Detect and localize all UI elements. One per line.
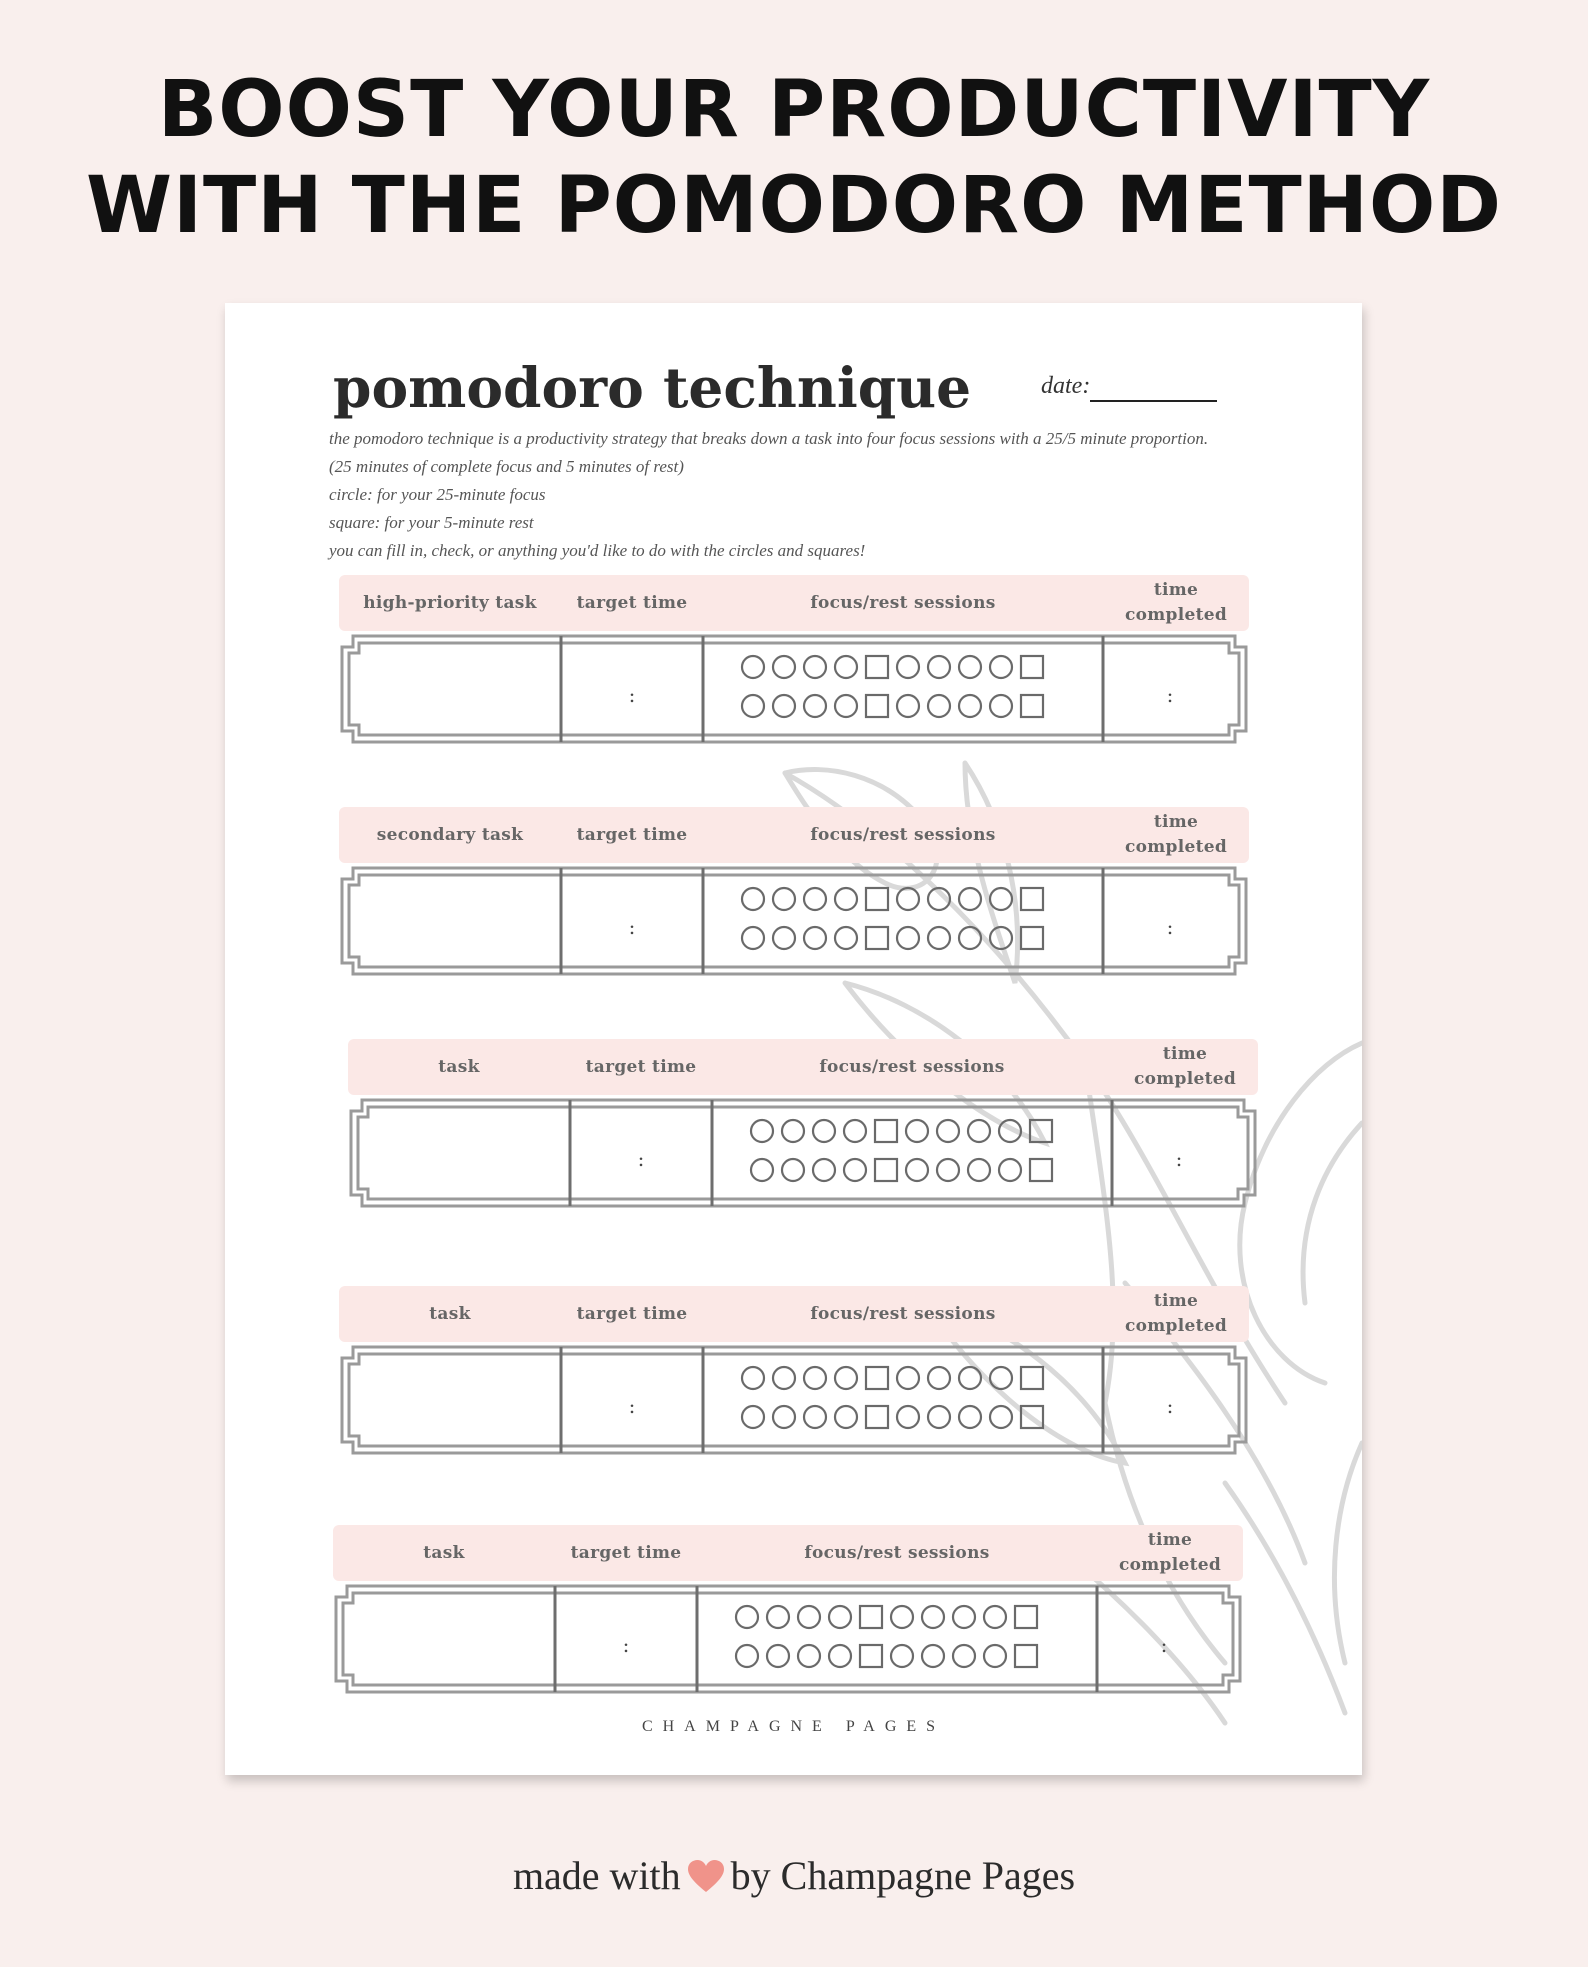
focus-session-circle[interactable]	[835, 1406, 857, 1428]
target-time-label: target time	[576, 592, 688, 613]
focus-session-circle[interactable]	[990, 888, 1012, 910]
task-name-field[interactable]	[359, 643, 557, 735]
focus-session-circle[interactable]	[844, 1159, 866, 1181]
task-block	[339, 807, 1249, 979]
rest-session-square[interactable]	[860, 1606, 882, 1628]
rest-session-square[interactable]	[1030, 1120, 1052, 1142]
task-name-field[interactable]	[359, 875, 557, 967]
focus-session-circle[interactable]	[798, 1606, 820, 1628]
time-completed-label: time completed	[1133, 1044, 1237, 1089]
time-completed-field[interactable]: :	[1175, 1147, 1183, 1171]
focus-session-circle[interactable]	[829, 1606, 851, 1628]
focus-session-circle[interactable]	[835, 1367, 857, 1389]
intro-text	[329, 425, 1208, 565]
rest-session-square[interactable]	[1015, 1645, 1037, 1667]
focus-session-circle[interactable]	[928, 888, 950, 910]
focus-session-circle[interactable]	[742, 1406, 764, 1428]
task-block-header	[339, 1286, 1249, 1342]
heart-icon	[687, 1859, 725, 1893]
focus-session-circle[interactable]	[773, 1406, 795, 1428]
focus-session-circle[interactable]	[891, 1606, 913, 1628]
target-time-field[interactable]: :	[637, 1147, 645, 1171]
focus-session-circle[interactable]	[922, 1645, 944, 1667]
target-time-field[interactable]: :	[622, 1633, 630, 1657]
focus-session-circle[interactable]	[968, 1159, 990, 1181]
focus-session-circle[interactable]	[906, 1159, 928, 1181]
rest-session-square[interactable]	[1021, 927, 1043, 949]
focus-session-circle[interactable]	[897, 888, 919, 910]
focus-session-circle[interactable]	[928, 1367, 950, 1389]
rest-session-square[interactable]	[1021, 1406, 1043, 1428]
target-time-field[interactable]: :	[628, 915, 636, 939]
task-column-label: task	[429, 1303, 471, 1324]
focus-session-circle[interactable]	[829, 1645, 851, 1667]
focus-session-circle[interactable]	[773, 656, 795, 678]
focus-session-circle[interactable]	[891, 1645, 913, 1667]
focus-session-circle[interactable]	[736, 1606, 758, 1628]
rest-session-square[interactable]	[1030, 1159, 1052, 1181]
intro-line: circle: for your 25-minute focus	[329, 485, 546, 504]
intro-line: you can fill in, check, or anything you'd like to do with the circles and squares!	[329, 541, 866, 560]
headline	[0, 62, 1588, 254]
focus-session-circle[interactable]	[736, 1645, 758, 1667]
focus-session-circle[interactable]	[922, 1606, 944, 1628]
sessions-label: focus/rest sessions	[819, 1056, 1005, 1077]
task-column-label: high-priority task	[363, 592, 537, 613]
time-completed-field[interactable]: :	[1166, 915, 1174, 939]
time-completed-field[interactable]: :	[1166, 683, 1174, 707]
task-block	[339, 1286, 1249, 1458]
time-completed-label: time completed	[1124, 580, 1228, 625]
focus-session-circle[interactable]	[897, 656, 919, 678]
focus-session-circle[interactable]	[928, 656, 950, 678]
focus-session-circle[interactable]	[767, 1645, 789, 1667]
focus-session-circle[interactable]	[968, 1120, 990, 1142]
task-column-label: task	[423, 1542, 465, 1563]
focus-session-circle[interactable]	[773, 1367, 795, 1389]
focus-session-circle[interactable]	[990, 695, 1012, 717]
focus-session-circle[interactable]	[767, 1606, 789, 1628]
focus-session-circle[interactable]	[990, 656, 1012, 678]
rest-session-square[interactable]	[866, 1367, 888, 1389]
focus-session-circle[interactable]	[937, 1159, 959, 1181]
focus-session-circle[interactable]	[928, 695, 950, 717]
focus-session-circle[interactable]	[844, 1120, 866, 1142]
focus-session-circle[interactable]	[813, 1159, 835, 1181]
focus-session-circle[interactable]	[953, 1645, 975, 1667]
focus-session-circle[interactable]	[773, 695, 795, 717]
time-completed-field[interactable]: :	[1166, 1394, 1174, 1418]
focus-session-circle[interactable]	[959, 927, 981, 949]
target-time-label: target time	[576, 824, 688, 845]
intro-line: the pomodoro technique is a productivity strategy that breaks down a task into four focus sessions with a 25/5 minute proportion.	[329, 429, 1209, 448]
focus-session-circle[interactable]	[782, 1120, 804, 1142]
rest-session-square[interactable]	[875, 1159, 897, 1181]
task-block-header	[333, 1525, 1243, 1581]
focus-session-circle[interactable]	[773, 927, 795, 949]
target-time-field[interactable]: :	[628, 683, 636, 707]
focus-session-circle[interactable]	[742, 1367, 764, 1389]
focus-session-circle[interactable]	[804, 1406, 826, 1428]
task-column-label: secondary task	[376, 824, 524, 845]
focus-session-circle[interactable]	[804, 695, 826, 717]
intro-line: square: for your 5-minute rest	[329, 513, 534, 532]
focus-session-circle[interactable]	[984, 1606, 1006, 1628]
focus-session-circle[interactable]	[835, 888, 857, 910]
rest-session-square[interactable]	[866, 1406, 888, 1428]
focus-session-circle[interactable]	[984, 1645, 1006, 1667]
sessions-label: focus/rest sessions	[810, 1303, 996, 1324]
focus-session-circle[interactable]	[897, 695, 919, 717]
date-label: date:	[1041, 373, 1091, 399]
focus-session-circle[interactable]	[742, 695, 764, 717]
focus-session-circle[interactable]	[959, 888, 981, 910]
headline-line-1: BOOST YOUR PRODUCTIVITY	[157, 65, 1431, 155]
focus-session-circle[interactable]	[906, 1120, 928, 1142]
footer	[0, 1852, 1588, 1899]
focus-session-circle[interactable]	[835, 927, 857, 949]
focus-session-circle[interactable]	[798, 1645, 820, 1667]
focus-session-circle[interactable]	[897, 927, 919, 949]
sessions-label: focus/rest sessions	[810, 592, 996, 613]
task-name-field[interactable]	[359, 1354, 557, 1446]
brand-name: CHAMPAGNE PAGES	[641, 1718, 946, 1735]
rest-session-square[interactable]	[866, 927, 888, 949]
focus-session-circle[interactable]	[751, 1120, 773, 1142]
focus-session-circle[interactable]	[804, 1367, 826, 1389]
focus-session-circle[interactable]	[999, 1159, 1021, 1181]
focus-session-circle[interactable]	[835, 656, 857, 678]
sheet-title: pomodoro technique	[333, 355, 972, 420]
rest-session-square[interactable]	[866, 695, 888, 717]
footer-text-before: made with	[512, 1853, 681, 1898]
time-completed-field[interactable]: :	[1160, 1633, 1168, 1657]
time-completed-label: time completed	[1124, 812, 1228, 857]
rest-session-square[interactable]	[1021, 695, 1043, 717]
focus-session-circle[interactable]	[751, 1159, 773, 1181]
planner-sheet	[225, 303, 1362, 1775]
focus-session-circle[interactable]	[959, 656, 981, 678]
rest-session-square[interactable]	[1021, 888, 1043, 910]
focus-session-circle[interactable]	[990, 1406, 1012, 1428]
focus-session-circle[interactable]	[835, 695, 857, 717]
focus-session-circle[interactable]	[804, 927, 826, 949]
rest-session-square[interactable]	[860, 1645, 882, 1667]
task-block-header	[348, 1039, 1258, 1095]
focus-session-circle[interactable]	[742, 927, 764, 949]
focus-session-circle[interactable]	[742, 888, 764, 910]
rest-session-square[interactable]	[1021, 656, 1043, 678]
focus-session-circle[interactable]	[959, 1367, 981, 1389]
focus-session-circle[interactable]	[804, 656, 826, 678]
task-block	[339, 575, 1249, 747]
rest-session-square[interactable]	[1021, 1367, 1043, 1389]
focus-session-circle[interactable]	[897, 1406, 919, 1428]
target-time-field[interactable]: :	[628, 1394, 636, 1418]
focus-session-circle[interactable]	[928, 927, 950, 949]
focus-session-circle[interactable]	[990, 927, 1012, 949]
focus-session-circle[interactable]	[953, 1606, 975, 1628]
task-block	[333, 1525, 1243, 1697]
focus-session-circle[interactable]	[959, 695, 981, 717]
intro-line: (25 minutes of complete focus and 5 minutes of rest)	[329, 457, 684, 476]
target-time-label: target time	[585, 1056, 697, 1077]
task-name-field[interactable]	[368, 1107, 566, 1199]
focus-session-circle[interactable]	[990, 1367, 1012, 1389]
task-name-field[interactable]	[353, 1593, 551, 1685]
date-field[interactable]	[1090, 400, 1217, 402]
footer-text-after: by Champagne Pages	[730, 1853, 1076, 1898]
task-block-header	[339, 575, 1249, 631]
task-block-header	[339, 807, 1249, 863]
focus-session-circle[interactable]	[937, 1120, 959, 1142]
focus-session-circle[interactable]	[782, 1159, 804, 1181]
time-completed-label: time completed	[1124, 1291, 1228, 1336]
target-time-label: target time	[570, 1542, 682, 1563]
sessions-label: focus/rest sessions	[810, 824, 996, 845]
focus-session-circle[interactable]	[804, 888, 826, 910]
headline-line-2: WITH THE POMODORO METHOD	[85, 161, 1503, 251]
focus-session-circle[interactable]	[813, 1120, 835, 1142]
focus-session-circle[interactable]	[928, 1406, 950, 1428]
focus-session-circle[interactable]	[999, 1120, 1021, 1142]
focus-session-circle[interactable]	[742, 656, 764, 678]
rest-session-square[interactable]	[875, 1120, 897, 1142]
focus-session-circle[interactable]	[959, 1406, 981, 1428]
focus-session-circle[interactable]	[897, 1367, 919, 1389]
task-block	[348, 1039, 1258, 1211]
target-time-label: target time	[576, 1303, 688, 1324]
task-column-label: task	[438, 1056, 480, 1077]
rest-session-square[interactable]	[1015, 1606, 1037, 1628]
focus-session-circle[interactable]	[773, 888, 795, 910]
sessions-label: focus/rest sessions	[804, 1542, 990, 1563]
time-completed-label: time completed	[1118, 1530, 1222, 1575]
rest-session-square[interactable]	[866, 888, 888, 910]
rest-session-square[interactable]	[866, 656, 888, 678]
